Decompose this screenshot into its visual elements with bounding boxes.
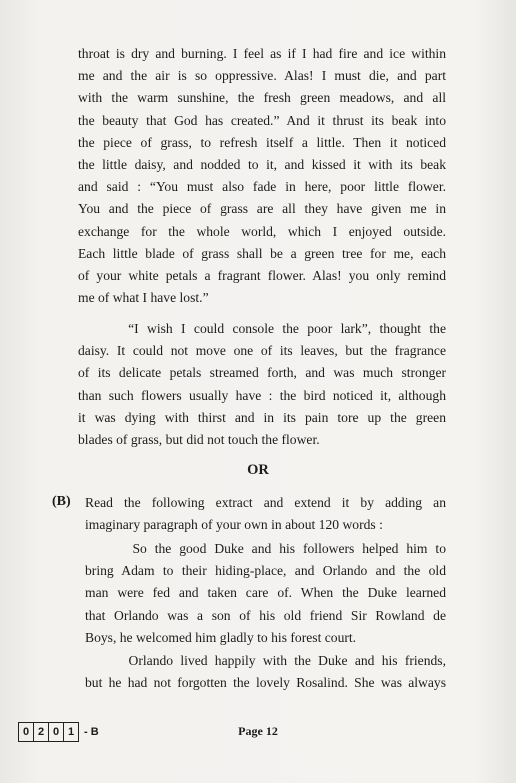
- text-line: exchange for the whole world, which I enjoyed outside.: [78, 223, 446, 239]
- text-line: You and the piece of grass are all they have given me in: [78, 201, 446, 217]
- text-line: of your white petals a fragrant flower. Alas! you only remind: [78, 268, 446, 284]
- text-line: but he had not forgotten the lovely Rosalind. She was always: [85, 675, 446, 691]
- text-line: Orlando lived happily with the Duke and his friends,: [85, 653, 446, 668]
- text-line: me and the air is so oppressive. Alas! I must die, and part: [78, 68, 446, 84]
- text-line: with the warm sunshine, the fresh green meadows, and all: [78, 90, 446, 106]
- text-line: throat is dry and burning. I feel as if I had fire and ice within: [78, 46, 446, 61]
- text-line: bring Adam to their hiding-place, and Orlando and the old: [85, 563, 446, 579]
- code-digit: 2: [34, 723, 49, 741]
- text-line: me of what I have lost.”: [78, 290, 209, 306]
- text-line: the beauty that God has created.” And it thrust its beak into: [78, 112, 446, 128]
- text-line: “I wish I could console the poor lark”, thought the: [78, 321, 446, 336]
- or-separator: OR: [247, 462, 269, 478]
- text-line: daisy. It could not move one of its leaves, but the fragrance: [78, 343, 446, 359]
- text-line: blades of grass, but did not touch the flower.: [78, 432, 320, 448]
- text-line: than such flowers usually have : the bird noticed it, although: [78, 387, 446, 403]
- text-line: the piece of grass, to refresh itself a little. Then it noticed: [78, 134, 446, 150]
- text-line: Read the following extract and extend it by adding an: [85, 495, 446, 510]
- code-digit: 1: [67, 726, 75, 738]
- extract-paragraph-1: [85, 538, 446, 649]
- question-instruction: [85, 492, 446, 536]
- text-line: man were fed and taken care of. When the Duke learned: [85, 585, 446, 601]
- text-line: and said : “You must also fade in here, poor little flower.: [78, 179, 446, 195]
- passage-paragraph-1: [78, 43, 446, 309]
- extract-paragraph-2: [85, 650, 446, 694]
- code-digit: 0: [19, 723, 34, 741]
- text-line: Boys, he welcomed him gladly to his forest court.: [85, 629, 357, 645]
- text-line: it was dying with thirst and in its pain tore up the green: [78, 409, 446, 425]
- question-label: (B): [52, 494, 71, 509]
- text-line: So the good Duke and his followers helped him to: [85, 541, 446, 556]
- code-digit: 0: [49, 723, 64, 741]
- text-line: the little daisy, and nodded to it, and kissed it with its beak: [78, 157, 446, 173]
- text-line: imaginary paragraph of your own in about 120 words :: [85, 517, 383, 533]
- page-number: Page 12: [238, 724, 278, 738]
- text-line: that Orlando was a son of his old friend Sir Rowland de: [85, 607, 446, 623]
- text-line: Each little blade of grass shall be a green tree for me, each: [78, 245, 446, 261]
- text-line: of its delicate petals streamed forth, and was much stronger: [78, 365, 446, 381]
- paper-code-suffix: - B: [84, 726, 99, 738]
- passage-paragraph-2: [78, 318, 446, 451]
